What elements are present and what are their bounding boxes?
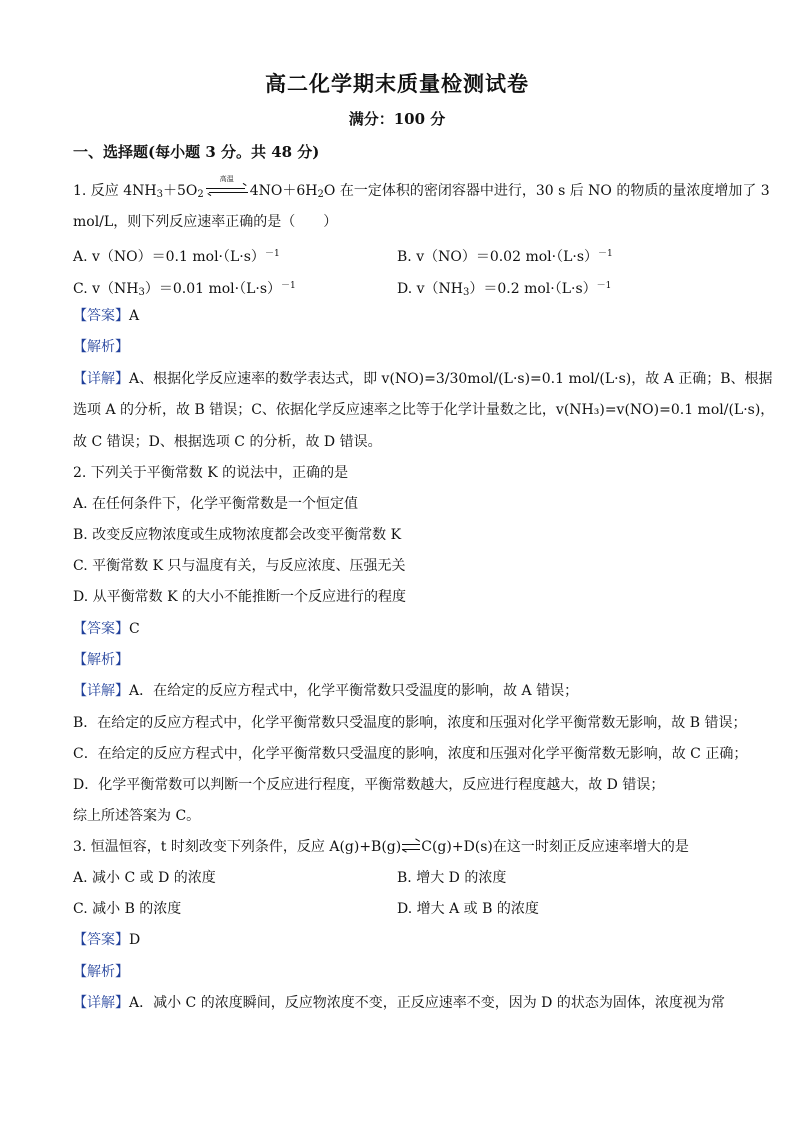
q1-detail-line1: 【详解】A、根据化学反应速率的数学表达式，即 v(NO)=3/30mol/(L·s)=0.1 mol/(L·s)，故 A 正确；B、根据 xyxy=(73,371,773,387)
q2-detail-line1: 【详解】A．在给定的反应方程式中，化学平衡常数只受温度的影响，故 A 错误； xyxy=(73,683,579,699)
q2-stem: 2. 下列关于平衡常数 K 的说法中，正确的是 xyxy=(73,465,349,481)
q2-detail-line2: B．在给定的反应方程式中，化学平衡常数只受温度的影响，浓度和压强对化学平衡常数无影响，故 B 错误； xyxy=(73,715,747,731)
q1-stem-line1: 1. 反应 $4NH_3+5O_2$ 高温 $4NO+6H_2O$ 在一定体积的密闭容器中进行，30 s 后 NO 的物质的量浓度增加了 3 xyxy=(73,175,770,200)
q2-answer: 【答案】C xyxy=(73,621,140,637)
q1-detail-line2: 选项 A 的分析，故 B 错误；C、依据化学反应速率之比等于化学计量数之比，v(NH₃)=v(NO)=0.1 mol/(L·s)， xyxy=(73,402,775,418)
q1-answer: 【答案】A xyxy=(73,308,140,324)
q1-option-d: D. $v(NH_3)=0.2$ $mol\cdot(L\cdot s)^{-1}$ xyxy=(397,281,612,298)
q2-option-a: A. 在任何条件下，化学平衡常数是一个恒定值 xyxy=(73,496,359,512)
q3-option-b: B. 增大 D 的浓度 xyxy=(397,870,507,886)
q1-analysis-label: 【解析】 xyxy=(73,339,129,355)
reaction-arrow-icon: 高温 xyxy=(206,184,248,198)
equilibrium-arrow-icon xyxy=(402,841,420,853)
q2-detail-line4: D．化学平衡常数可以判断一个反应进行程度，平衡常数越大，反应进行程度越大，故 D 错误； xyxy=(73,777,665,793)
q2-detail-line3: C．在给定的反应方程式中，化学平衡常数只受温度的影响，浓度和压强对化学平衡常数无影响，故 C 正确； xyxy=(73,746,748,762)
q1-detail-line3: 故 C 错误；D、根据选项 C 的分析，故 D 错误。 xyxy=(73,434,382,450)
q3-detail-line1: 【详解】A．减小 C 的浓度瞬间，反应物浓度不变，正反应速率不变，因为 D 的状态为固体，浓度视为常 xyxy=(73,995,725,1011)
q1-stem-line2: mol/L，则下列反应速率正确的是（ ） xyxy=(73,214,338,230)
section-heading: 一、选择题(每小题 3 分。共 48 分) xyxy=(73,143,320,161)
q3-answer: 【答案】D xyxy=(73,932,141,948)
q3-stem: 3. 恒温恒容，t 时刻改变下列条件，反应 A(g)+B(g) C(g)+D(s)在这一时刻正反应速率增大的是 xyxy=(73,839,689,855)
page-title: 高二化学期末质量检测试卷 xyxy=(265,71,529,96)
q2-option-b: B. 改变反应物浓度或生成物浓度都会改变平衡常数 K xyxy=(73,527,402,543)
q1-option-a: A. v（NO）＝0.1 $mol\cdot(L\cdot s)^{-1}$ xyxy=(73,249,280,265)
q1-option-c: C. $v(NH_3)=0.01$ $mol\cdot(L\cdot s)^{-1}$ xyxy=(73,281,296,298)
q3-analysis-label: 【解析】 xyxy=(73,964,129,980)
q2-option-d: D. 从平衡常数 K 的大小不能推断一个反应进行的程度 xyxy=(73,589,406,605)
q3-option-d: D. 增大 A 或 B 的浓度 xyxy=(397,901,539,917)
q2-analysis-label: 【解析】 xyxy=(73,652,129,668)
q3-option-c: C. 减小 B 的浓度 xyxy=(73,901,182,917)
q2-detail-line5: 综上所述答案为 C。 xyxy=(73,808,201,824)
full-score: 满分：100 分 xyxy=(348,110,446,128)
q2-option-c: C. 平衡常数 K 只与温度有关，与反应浓度、压强无关 xyxy=(73,558,406,574)
q3-option-a: A. 减小 C 或 D 的浓度 xyxy=(73,870,216,886)
q1-option-b: B. v（NO）＝0.02 $mol\cdot(L\cdot s)^{-1}$ xyxy=(397,249,613,265)
